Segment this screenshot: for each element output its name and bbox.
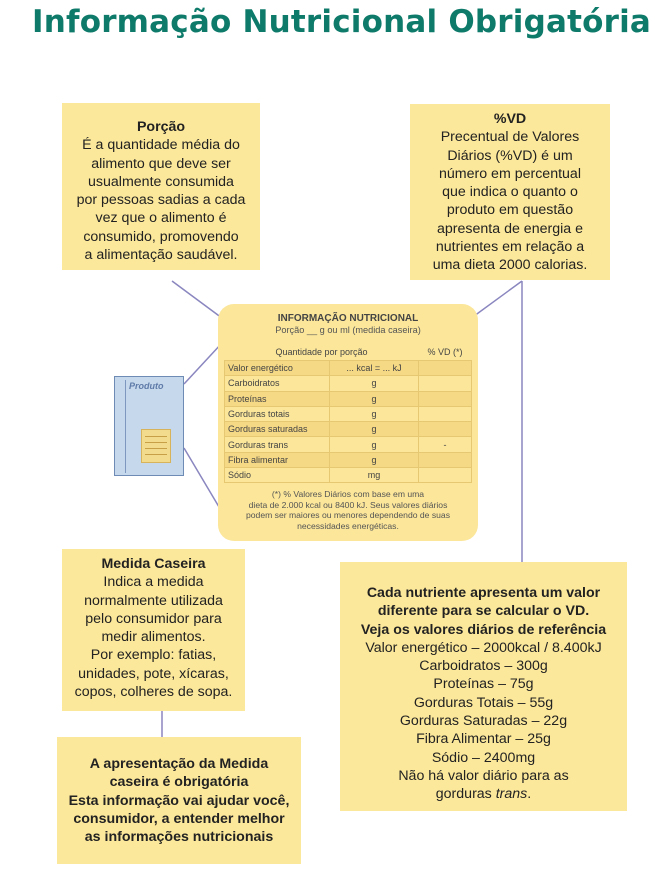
medida-line: pelo consumidor para: [85, 610, 222, 627]
footnote-line: dieta de 2.000 kcal ou 8400 kJ. Seus valores diários: [248, 499, 448, 510]
nutrient-name: Fibra alimentar: [225, 452, 330, 467]
last-italic: trans: [495, 786, 528, 803]
medida-line: Por exemplo: fatias,: [90, 647, 217, 664]
nutrient-unit: g: [330, 376, 419, 391]
porcao-line: É a quantidade média do: [82, 137, 240, 154]
nutrient-vd: [419, 361, 472, 376]
product-connector-top: [184, 343, 222, 384]
footnote-line: (*) % Valores Diários com base em uma: [271, 489, 425, 499]
nutrient-name: Proteínas: [225, 391, 330, 406]
package-label-icon: [141, 429, 171, 463]
medida-line: Indica a medida: [103, 574, 204, 591]
nutrientes-line: Sódio – 2400mg: [431, 749, 536, 766]
vd-line: Precentual de Valores: [440, 129, 580, 146]
footnote-line: necessidades energéticas.: [297, 520, 399, 531]
last-prefix: gorduras: [435, 786, 496, 803]
vd-line: apresenta de energia e: [437, 220, 583, 237]
nutrition-table-header: [225, 344, 472, 361]
nutrient-name: Gorduras totais: [225, 406, 330, 421]
nutrient-name: Carboidratos: [225, 376, 330, 391]
nutrient-name: Sódio: [225, 468, 330, 483]
nutrientes-line: Carboidratos – 300g: [419, 658, 548, 675]
table-row: [225, 452, 472, 467]
porcao-heading: Porção: [136, 119, 186, 135]
nutrient-vd: [419, 391, 472, 406]
medida-line: normalmente utilizada: [84, 592, 223, 609]
medida-line: copos, colheres de sopa.: [74, 684, 233, 701]
nutrientes-line: Gorduras Saturadas – 22g: [399, 713, 568, 730]
valores-diarios-box: [340, 562, 627, 811]
product-package-illustration: [114, 376, 184, 476]
medida-line: unidades, pote, xícaras,: [78, 665, 229, 682]
porcao-line: a alimentação saudável.: [84, 247, 238, 264]
table-row: [225, 406, 472, 421]
vd-line: produto em questão: [446, 202, 574, 219]
nutrient-vd: [419, 468, 472, 483]
nutrition-table: [224, 344, 472, 483]
nutrientes-line: Gorduras Totais – 55g: [413, 694, 554, 711]
last-suffix: .: [527, 786, 532, 803]
apresentacao-line: caseira é obrigatória: [109, 774, 249, 791]
nutrient-unit: g: [330, 406, 419, 421]
medida-heading: Medida Caseira: [101, 556, 206, 572]
col-vd-header: % VD (*): [427, 347, 463, 357]
nutrientes-line: Valor energético – 2000kcal / 8.400kJ: [365, 639, 602, 656]
nutrient-name: Valor energético: [225, 361, 330, 376]
nutrient-name: Gorduras trans: [225, 437, 330, 452]
vd-line: uma dieta 2000 calorias.: [432, 257, 588, 274]
nutrient-unit: g: [330, 452, 419, 467]
vd-line: Diários (%VD) é um: [447, 147, 573, 164]
porcao-line: alimento que deve ser: [91, 155, 231, 172]
apresentacao-line: Esta informação vai ajudar você,: [68, 792, 290, 809]
medida-line: medir alimentos.: [101, 629, 206, 646]
nutrient-unit: ... kcal = ... kJ: [330, 361, 419, 376]
nutrient-unit: g: [330, 437, 419, 452]
vd-line: nutrientes em relação a: [435, 239, 585, 256]
vd-line: que indica o quanto o: [442, 184, 578, 201]
table-row: [225, 437, 472, 452]
porcao-line: usualmente consumida: [88, 173, 234, 190]
nutrition-label-portion: Porção __ g ou ml (medida caseira): [275, 325, 421, 335]
col-quantity-header: Quantidade por porção: [275, 347, 368, 357]
nutrient-vd: [419, 406, 472, 421]
nutrition-label-title: INFORMAÇÃO NUTRICIONAL: [277, 313, 419, 324]
nutrientes-intro-line: Cada nutriente apresenta um valor: [366, 585, 601, 601]
product-connector-bottom: [184, 448, 222, 512]
vd-box: [410, 104, 610, 280]
porcao-line: consumido, promovendo: [83, 228, 239, 245]
table-row: [225, 422, 472, 437]
nutrientes-line: Fibra Alimentar – 25g: [416, 731, 551, 748]
nutrient-unit: g: [330, 391, 419, 406]
nutrientes-last-line: [340, 785, 627, 803]
nutrientes-line: Não há valor diário para as: [398, 767, 569, 784]
nutrient-name: Gorduras saturadas: [225, 422, 330, 437]
nutrition-label: [218, 304, 478, 541]
nutrient-vd: [419, 376, 472, 391]
medida-caseira-box: [62, 549, 245, 711]
nutrient-vd: [419, 452, 472, 467]
apresentacao-line: consumidor, a entender melhor: [73, 810, 285, 827]
table-row: [225, 376, 472, 391]
nutrientes-line: Proteínas – 75g: [433, 676, 534, 693]
package-side-strip: [119, 380, 126, 473]
footnote-line: podem ser maiores ou menores dependendo de suas: [246, 510, 450, 520]
nutrient-unit: g: [330, 422, 419, 437]
nutrition-label-footnote: [232, 489, 464, 531]
nutrient-unit: mg: [330, 468, 419, 483]
nutrientes-intro-line: Veja os valores diários de referência: [360, 621, 607, 638]
apresentacao-box: [57, 737, 301, 864]
nutrientes-intro-line: diferente para se calcular o VD.: [377, 603, 590, 620]
table-row: [225, 391, 472, 406]
product-text: Produto: [129, 381, 164, 391]
page-title: Informação Nutricional Obrigatória: [32, 4, 652, 40]
vd-heading: %VD: [493, 111, 527, 127]
nutrient-vd: [419, 422, 472, 437]
apresentacao-line: A apresentação da Medida: [89, 756, 269, 772]
porcao-line: por pessoas sadias a cada: [76, 192, 246, 209]
nutrient-vd: -: [419, 437, 472, 452]
table-row: [225, 361, 472, 376]
table-row: [225, 468, 472, 483]
apresentacao-line: as informações nutricionais: [84, 829, 274, 846]
vd-line: número em percentual: [439, 165, 581, 182]
porcao-line: vez que o alimento é: [95, 210, 227, 227]
porcao-box: [62, 103, 260, 270]
